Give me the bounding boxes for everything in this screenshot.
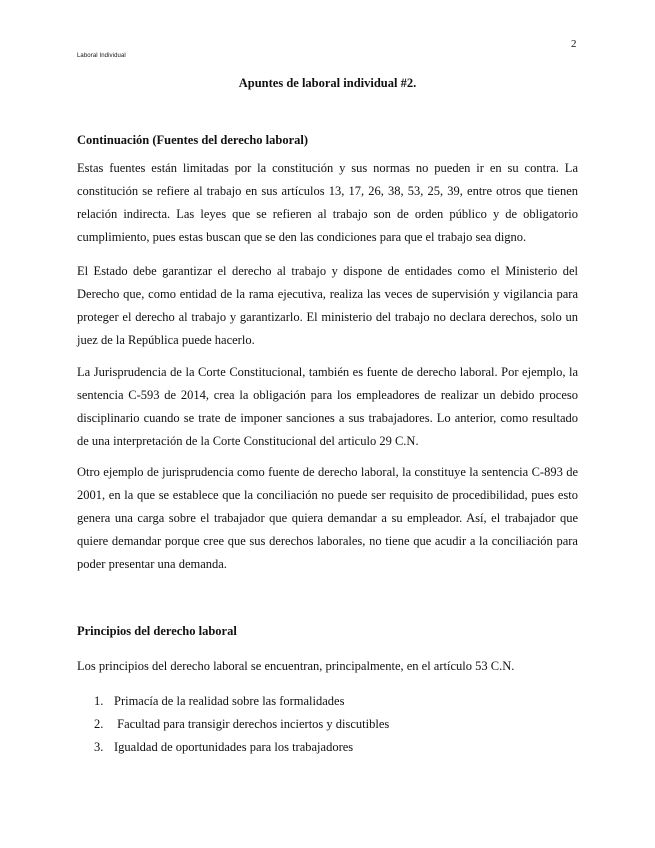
- list-item-number: 2.: [94, 717, 104, 731]
- paragraph-2: El Estado debe garantizar el derecho al trabajo y dispone de entidades como el Ministerio del Derecho que, como entidad de la rama ejecutiva, realiza las veces de supervisión y vigilancia para proteger el derecho al trabajo y garantizarlo. El ministerio del trabajo no declara derechos, solo un juez de la República puede hacerlo.: [77, 264, 578, 347]
- list-item-number: 1.: [94, 694, 104, 708]
- list-item-text: Facultad para transigir derechos inciertos y discutibles: [114, 717, 390, 731]
- principles-list: [94, 693, 389, 762]
- section-heading-fuentes: Continuación (Fuentes del derecho laboral): [77, 133, 309, 147]
- running-header: Laboral Individual: [77, 53, 126, 59]
- list-item: [94, 739, 389, 762]
- paragraph-4: Otro ejemplo de jurisprudencia como fuente de derecho laboral, la constituye la sentencia C-893 de 2001, en la que se establece que la conciliación no puede ser requisito de procedibilidad, pues esto genera una carga sobre el trabajador que quiera demandar a su empleador. Así, el trabajador que quiere demandar porque cree que sus derechos laborales, no tiene que acudir a la conciliación para poder presentar una demanda.: [77, 465, 578, 571]
- paragraph-3: La Jurisprudencia de la Corte Constitucional, también es fuente de derecho laboral. Por ejemplo, la sentencia C-593 de 2014, crea la obligación para los empleadores de realizar un debido proceso disciplinario cuando se trate de imponer sanciones a sus trabajadores. Lo anterior, como resultado de una interpretación de la Corte Constitucional del articulo 29 C.N.: [77, 365, 578, 448]
- document-title: Apuntes de laboral individual #2.: [238, 76, 417, 90]
- list-item: [94, 716, 389, 739]
- list-item-text: Primacía de la realidad sobre las formalidades: [114, 694, 345, 708]
- page-number: 2: [571, 38, 577, 50]
- list-item-text: Igualdad de oportunidades para los trabajadores: [114, 740, 354, 754]
- paragraph-1: Estas fuentes están limitadas por la constitución y sus normas no pueden ir en su contra. La constitución se refiere al trabajo en sus artículos 13, 17, 26, 38, 53, 25, 39, entre otros que tienen relación indirecta. Las leyes que se refieren al trabajo son de orden público y de obligatorio cumplimiento, pues estas buscan que se den las condiciones para que el trabajo sea digno.: [77, 161, 578, 244]
- list-item-number: 3.: [94, 740, 104, 754]
- list-item: [94, 693, 389, 716]
- principios-intro: Los principios del derecho laboral se encuentran, principalmente, en el artículo 53 C.N.: [77, 659, 515, 673]
- section-heading-principios: Principios del derecho laboral: [77, 624, 237, 638]
